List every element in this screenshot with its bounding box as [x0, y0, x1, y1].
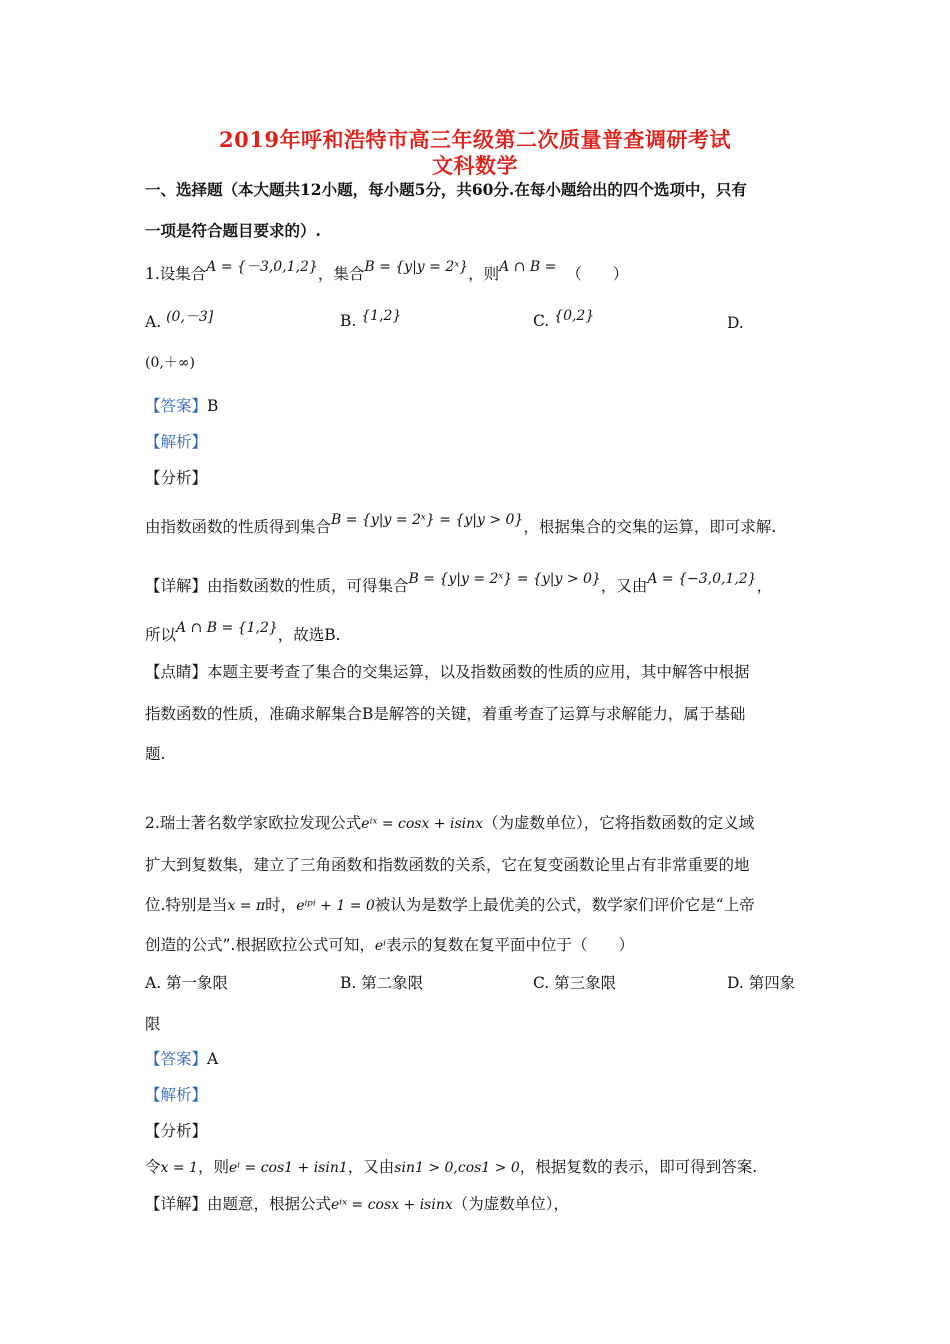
q1-stem [145, 259, 629, 284]
q1-analysis-text: 由指数函数的性质得到集合 [145, 518, 332, 536]
q1-analysis [145, 512, 777, 537]
q1-option-d-value: (0,＋∞) [145, 355, 195, 371]
q2-stem-line3 [145, 893, 755, 915]
q2-stem-text-7: 表示的复数在复平面中位于（ ） [385, 936, 634, 954]
q2-option-d-cont: 限 [145, 1015, 161, 1033]
q2-analysis-math-1: x = 1 [160, 1160, 198, 1176]
q1-option-c [533, 308, 595, 330]
q2-fenxi: 【分析】 [145, 1122, 208, 1140]
q1-analysis-math: B = {y|y = 2ˣ} = {y|y > 0} [331, 512, 524, 528]
q2-detail [145, 1192, 569, 1214]
q1-conclusion-text-2: ，故选B. [277, 626, 341, 644]
q2-option-d: D. 第四象 [727, 974, 796, 992]
q2-analysis-math-3: sin1 > 0,cos1 > 0 [394, 1160, 520, 1176]
q1-detail-math: B = {y|y = 2ˣ} = {y|y > 0} [408, 571, 601, 587]
q2-stem-line1 [145, 811, 754, 833]
q2-detail-text: 【详解】由题意，根据公式 [145, 1195, 332, 1213]
q2-euler-identity: eⁱᵖⁱ + 1 = 0 [296, 898, 375, 914]
q1-detail-text-3: ， [756, 577, 773, 595]
q1-option-c-value: {0,2} [554, 308, 595, 324]
q2-stem-text-4: 时， [265, 896, 297, 914]
q1-comment-line3: 题. [145, 745, 166, 763]
q2-stem-text-2: （为虚数单位），它将指数函数的定义域 [483, 814, 755, 832]
q2-detail-math: eⁱˣ = cosx + isinx [331, 1197, 453, 1213]
q2-euler-formula: eⁱˣ = cosx + isinx [361, 816, 484, 832]
q2-answer-tag: 【答案】 [145, 1050, 208, 1068]
q2-answer [145, 1047, 218, 1069]
q1-stem-text-3: ，则 [468, 265, 500, 283]
q1-jiexi: 【解析】 [145, 433, 208, 451]
q1-paren: （ ） [566, 265, 629, 283]
q1-detail-text: 【详解】由指数函数的性质，可得集合 [145, 577, 409, 595]
q2-stem-line2: 扩大到复数集，建立了三角函数和指数函数的关系，它在复变函数论里占有非常重要的地 [145, 856, 750, 874]
q1-fenxi: 【分析】 [145, 469, 208, 487]
q1-option-a-value: (0,－3] [166, 309, 214, 325]
q1-comment-line2: 指数函数的性质，准确求解集合B是解答的关键，着重考查了运算与求解能力，属于基础 [145, 705, 746, 723]
q1-conclusion [145, 620, 341, 645]
q1-option-c-label: C. [533, 312, 550, 330]
q1-detail-text-2: ，又由 [600, 577, 648, 595]
q1-stem-text: 1.设集合 [145, 265, 207, 283]
q1-set-a: A = {－3,0,1,2} [206, 259, 318, 275]
q1-answer-value: B [207, 397, 219, 415]
q1-conclusion-text: 所以 [145, 626, 177, 644]
q1-detail-math-2: A = {−3,0,1,2} [647, 571, 757, 587]
q2-option-c: C. 第三象限 [533, 974, 617, 992]
q1-conclusion-math: A ∩ B = {1,2} [176, 620, 278, 636]
q2-analysis [145, 1155, 757, 1177]
q2-option-a: A. 第一象限 [145, 974, 229, 992]
q1-detail [145, 571, 773, 596]
q2-stem-text: 2.瑞士著名数学家欧拉发现公式 [145, 814, 362, 832]
q2-stem-text-3: 位.特别是当 [145, 896, 228, 914]
q1-option-b [340, 308, 402, 330]
q2-e-i: eⁱ [374, 938, 386, 954]
q2-stem-text-6: 创造的公式”.根据欧拉公式可知， [145, 936, 375, 954]
q1-comment-line1: 【点睛】本题主要考查了集合的交集运算，以及指数函数的性质的应用，其中解答中根据 [145, 663, 750, 681]
doc-subtitle: 文科数学 [432, 153, 518, 178]
q2-jiexi: 【解析】 [145, 1086, 208, 1104]
q2-analysis-text-4: ，根据复数的表示，即可得到答案. [519, 1158, 758, 1176]
q1-option-b-label: B. [340, 312, 357, 330]
q2-x-pi: x = π [227, 898, 266, 914]
q1-answer-tag: 【答案】 [145, 397, 208, 415]
q1-option-b-value: {1,2} [361, 308, 402, 324]
q2-stem-text-5: 被认为是数学上最优美的公式，数学家们评价它是“上帝 [374, 896, 755, 914]
section-heading-line2: 一项是符合题目要求的）. [145, 221, 321, 240]
q2-analysis-math-2: eⁱ = cos1 + isin1 [228, 1160, 348, 1176]
q1-set-b: B = {y|y = 2ˣ} [364, 259, 469, 275]
section-heading-line1: 一、选择题（本大题共12小题，每小题5分，共60分.在每小题给出的四个选项中，只有 [145, 180, 747, 199]
q2-option-b: B. 第二象限 [340, 974, 424, 992]
q2-analysis-text: 令 [145, 1158, 161, 1176]
q1-stem-text-2: ，集合 [317, 265, 365, 283]
q1-option-a [145, 309, 214, 332]
q1-intersection: A ∩ B = [499, 259, 557, 275]
q2-analysis-text-2: ，则 [197, 1158, 229, 1176]
q1-analysis-text-2: ，根据集合的交集的运算，即可求解. [523, 518, 777, 536]
q2-analysis-text-3: ，又由 [347, 1158, 395, 1176]
q1-answer [145, 394, 218, 416]
q2-stem-line4 [145, 933, 634, 955]
doc-title: 2019年呼和浩特市高三年级第二次质量普查调研考试 [219, 127, 731, 152]
q1-option-d-label: D. [727, 314, 744, 332]
q1-option-a-label: A. [145, 313, 162, 331]
q2-answer-value: A [207, 1050, 219, 1068]
q2-detail-text-2: （为虚数单位）， [452, 1195, 570, 1213]
